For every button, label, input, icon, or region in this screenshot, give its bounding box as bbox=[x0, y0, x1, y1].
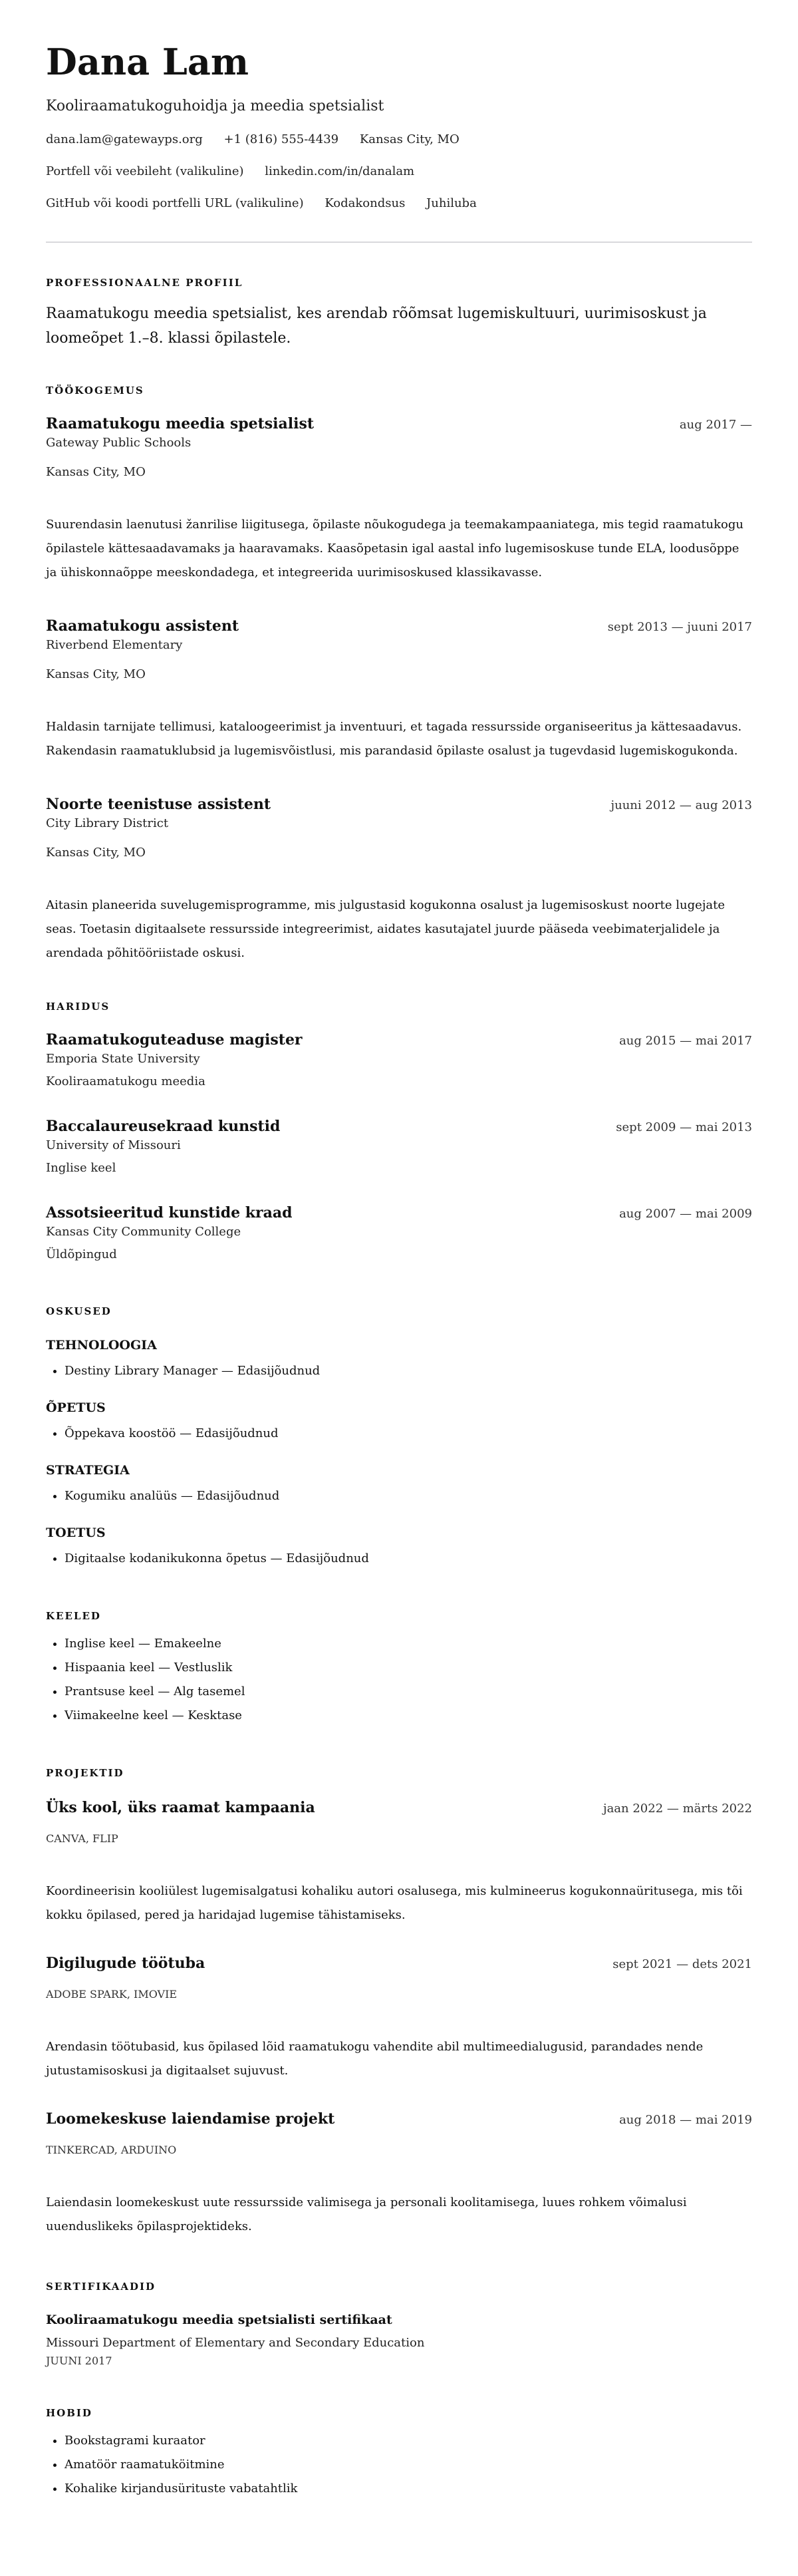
job-location: Kansas City, MO bbox=[46, 846, 146, 860]
job-organization: Riverbend Elementary bbox=[46, 638, 183, 652]
project-tech: ADOBE SPARK, IMOVIE bbox=[46, 1988, 178, 2001]
project-title: Loomekeskuse laiendamise projekt bbox=[46, 2110, 335, 2128]
job-organization: Gateway Public Schools bbox=[46, 436, 192, 450]
contact-row bbox=[46, 196, 752, 212]
project-entry bbox=[46, 1798, 752, 1927]
language-item: • Inglise keel — Emakeelne bbox=[65, 1632, 752, 1656]
project-entry bbox=[46, 2110, 752, 2239]
candidate-name: Dana Lam bbox=[46, 41, 249, 83]
job-title: Noorte teenistuse assistent bbox=[46, 796, 271, 813]
job-header bbox=[46, 795, 752, 814]
project-description: Arendasin töötubasid, kus õpilased lõid raamatukogu vahendite abil multimeedialugusid, parandades nende jutustamisoskusi ja digitaalset sujuvust. bbox=[46, 2040, 704, 2078]
language-item: • Viimakeelne keel — Kesktase bbox=[65, 1704, 752, 1728]
job-date: sept 2013 — juuni 2017 bbox=[607, 620, 752, 634]
profile-summary: Raamatukogu meedia spetsialist, kes arendab rõõmsat lugemiskultuuri, uurimisoskust ja loomeõpet 1.–8. klassi õpilastele. bbox=[46, 305, 707, 347]
location: Kansas City, MO bbox=[359, 132, 460, 146]
section-heading-projects: PROJEKTID bbox=[46, 1767, 124, 1779]
job-organization: City Library District bbox=[46, 816, 169, 830]
skill-list bbox=[46, 1547, 752, 1571]
skill-category: TEHNOLOOGIA bbox=[46, 1338, 157, 1353]
section-heading-skills: OSKUSED bbox=[46, 1305, 112, 1317]
skill-list bbox=[46, 1484, 752, 1508]
project-header bbox=[46, 1798, 752, 1817]
field-of-study: Üldõpingud bbox=[46, 1247, 117, 1261]
experience-entry bbox=[46, 414, 752, 585]
job-location: Kansas City, MO bbox=[46, 465, 146, 479]
experience-list bbox=[46, 414, 752, 965]
job-description: Aitasin planeerida suvelugemisprogramme, mis julgustasid kogukonna osalust ja lugemisoskust noorte lugejate seas. Toetasin digitaalsete ressursside integreerimist, aidates kasutajatel juurde pääseda veebimaterjalidele ja arendada põhitööriistade oskusi. bbox=[46, 898, 726, 960]
languages-list bbox=[46, 1632, 752, 1728]
job-description: Suurendasin laenutusi žanrilise liigitusega, õpilaste nõukogudega ja teemakampaaniatega, mis tegid raamatukogu õpilastele kättesaadavamaks ja haaravamaks. Kaasõpetasin igal aastal info lugemisoskuse tunde ELA, loodusõppe ja ühiskonnaõppe meeskondadega, et integreerida uurimisoskused klassikavasse. bbox=[46, 518, 744, 579]
job-description: Haldasin tarnijate tellimusi, kataloogeerimist ja inventuuri, et tagada ressursside organiseeritus ja kättesaadavus. Rakendasin raamatuklubsid ja lugemisvõistlusi, mis parandasid õpilaste osalust ja tugevdasid lugemiskogukonda. bbox=[46, 720, 742, 758]
section-heading-experience: TÖÖKOGEMUS bbox=[46, 385, 144, 397]
skill-list bbox=[46, 1359, 752, 1383]
degree-header bbox=[46, 1117, 752, 1136]
citizenship: Kodakondsus bbox=[325, 196, 406, 210]
github-link[interactable]: GitHub või koodi portfelli URL (valikuline) bbox=[46, 196, 304, 210]
education-entry bbox=[46, 1204, 752, 1265]
project-date: sept 2021 — dets 2021 bbox=[612, 1957, 752, 1971]
candidate-title: Kooliraamatukoguhoidja ja meedia spetsialist bbox=[46, 98, 384, 114]
job-header bbox=[46, 414, 752, 433]
skill-category: TOETUS bbox=[46, 1526, 106, 1540]
hobbies-list bbox=[46, 2429, 752, 2501]
contact-row bbox=[46, 132, 752, 148]
project-date: aug 2018 — mai 2019 bbox=[619, 2113, 752, 2127]
school-name: Emporia State University bbox=[46, 1052, 200, 1066]
certificates-list bbox=[46, 2311, 752, 2369]
projects-list bbox=[46, 1798, 752, 2239]
certificate-issuer: Missouri Department of Elementary and Secondary Education bbox=[46, 2336, 425, 2350]
degree-header bbox=[46, 1204, 752, 1222]
degree-title: Raamatukoguteaduse magister bbox=[46, 1031, 303, 1048]
hobby-item: • Kohalike kirjandusürituste vabatahtlik bbox=[65, 2477, 752, 2501]
school-name: Kansas City Community College bbox=[46, 1225, 241, 1239]
job-header bbox=[46, 617, 752, 635]
skill-item: • Destiny Library Manager — Edasijõudnud bbox=[65, 1359, 752, 1383]
project-title: Digilugude töötuba bbox=[46, 1955, 205, 1972]
section-heading-languages: KEELED bbox=[46, 1610, 101, 1622]
project-entry bbox=[46, 1954, 752, 2083]
certificate-title: Kooliraamatukogu meedia spetsialisti sertifikaat bbox=[46, 2313, 392, 2327]
project-tech: TINKERCAD, ARDUINO bbox=[46, 2144, 177, 2156]
section-heading-education: HARIDUS bbox=[46, 1001, 110, 1013]
skill-category: ÕPETUS bbox=[46, 1400, 106, 1415]
certificate-date: JUUNI 2017 bbox=[46, 2354, 112, 2367]
linkedin-link[interactable]: linkedin.com/in/danalam bbox=[265, 164, 415, 178]
education-entry bbox=[46, 1117, 752, 1178]
contact-row bbox=[46, 164, 752, 180]
section-heading-hobbies: HOBID bbox=[46, 2407, 92, 2419]
project-tech: CANVA, FLIP bbox=[46, 1832, 118, 1845]
degree-date: aug 2015 — mai 2017 bbox=[619, 1034, 752, 1048]
section-heading-certificates: SERTIFIKAADID bbox=[46, 2281, 156, 2293]
project-date: jaan 2022 — märts 2022 bbox=[602, 1802, 752, 1816]
degree-header bbox=[46, 1031, 752, 1049]
school-name: University of Missouri bbox=[46, 1138, 181, 1152]
portfolio-link[interactable]: Portfell või veebileht (valikuline) bbox=[46, 164, 244, 178]
skills-list bbox=[46, 1337, 752, 1571]
degree-title: Baccalaureusekraad kunstid bbox=[46, 1118, 281, 1135]
header-divider bbox=[46, 242, 752, 243]
skill-list bbox=[46, 1422, 752, 1446]
skill-item: • Õppekava koostöö — Edasijõudnud bbox=[65, 1422, 752, 1446]
field-of-study: Inglise keel bbox=[46, 1161, 116, 1175]
degree-date: aug 2007 — mai 2009 bbox=[619, 1207, 752, 1221]
project-header bbox=[46, 1954, 752, 1973]
job-location: Kansas City, MO bbox=[46, 667, 146, 681]
education-list bbox=[46, 1031, 752, 1265]
skill-item: • Digitaalse kodanikukonna õpetus — Edasijõudnud bbox=[65, 1547, 752, 1571]
email-link[interactable]: dana.lam@gatewayps.org bbox=[46, 132, 203, 146]
phone: +1 (816) 555-4439 bbox=[223, 132, 339, 146]
job-title: Raamatukogu assistent bbox=[46, 617, 239, 635]
project-title: Üks kool, üks raamat kampaania bbox=[46, 1799, 315, 1816]
drivers-license: Juhiluba bbox=[426, 196, 477, 210]
job-date: aug 2017 — bbox=[679, 418, 752, 432]
hobby-item: • Bookstagrami kuraator bbox=[65, 2429, 752, 2453]
experience-entry bbox=[46, 617, 752, 763]
language-item: • Hispaania keel — Vestluslik bbox=[65, 1656, 752, 1680]
section-heading-profile: PROFESSIONAALNE PROFIIL bbox=[46, 277, 243, 289]
experience-entry bbox=[46, 795, 752, 965]
education-entry bbox=[46, 1031, 752, 1092]
skill-item: • Kogumiku analüüs — Edasijõudnud bbox=[65, 1484, 752, 1508]
degree-date: sept 2009 — mai 2013 bbox=[616, 1120, 752, 1134]
job-date: juuni 2012 — aug 2013 bbox=[610, 798, 752, 812]
skill-category: STRATEGIA bbox=[46, 1463, 130, 1478]
project-header bbox=[46, 2110, 752, 2128]
project-description: Laiendasin loomekeskust uute ressursside valimisega ja personali koolitamisega, luues rohkem võimalusi uuenduslikeks õpilasprojektideks. bbox=[46, 2195, 687, 2233]
hobby-item: • Amatöör raamatuköitmine bbox=[65, 2453, 752, 2477]
job-title: Raamatukogu meedia spetsialist bbox=[46, 415, 315, 432]
degree-title: Assotsieeritud kunstide kraad bbox=[46, 1204, 293, 1221]
field-of-study: Kooliraamatukogu meedia bbox=[46, 1074, 205, 1088]
language-item: • Prantsuse keel — Alg tasemel bbox=[65, 1680, 752, 1704]
project-description: Koordineerisin kooliülest lugemisalgatusi kohaliku autori osalusega, mis kulmineerus kogukonnaüritusega, mis tõi kokku õpilased, pered ja haridajad lugemise tähistamiseks. bbox=[46, 1884, 743, 1922]
